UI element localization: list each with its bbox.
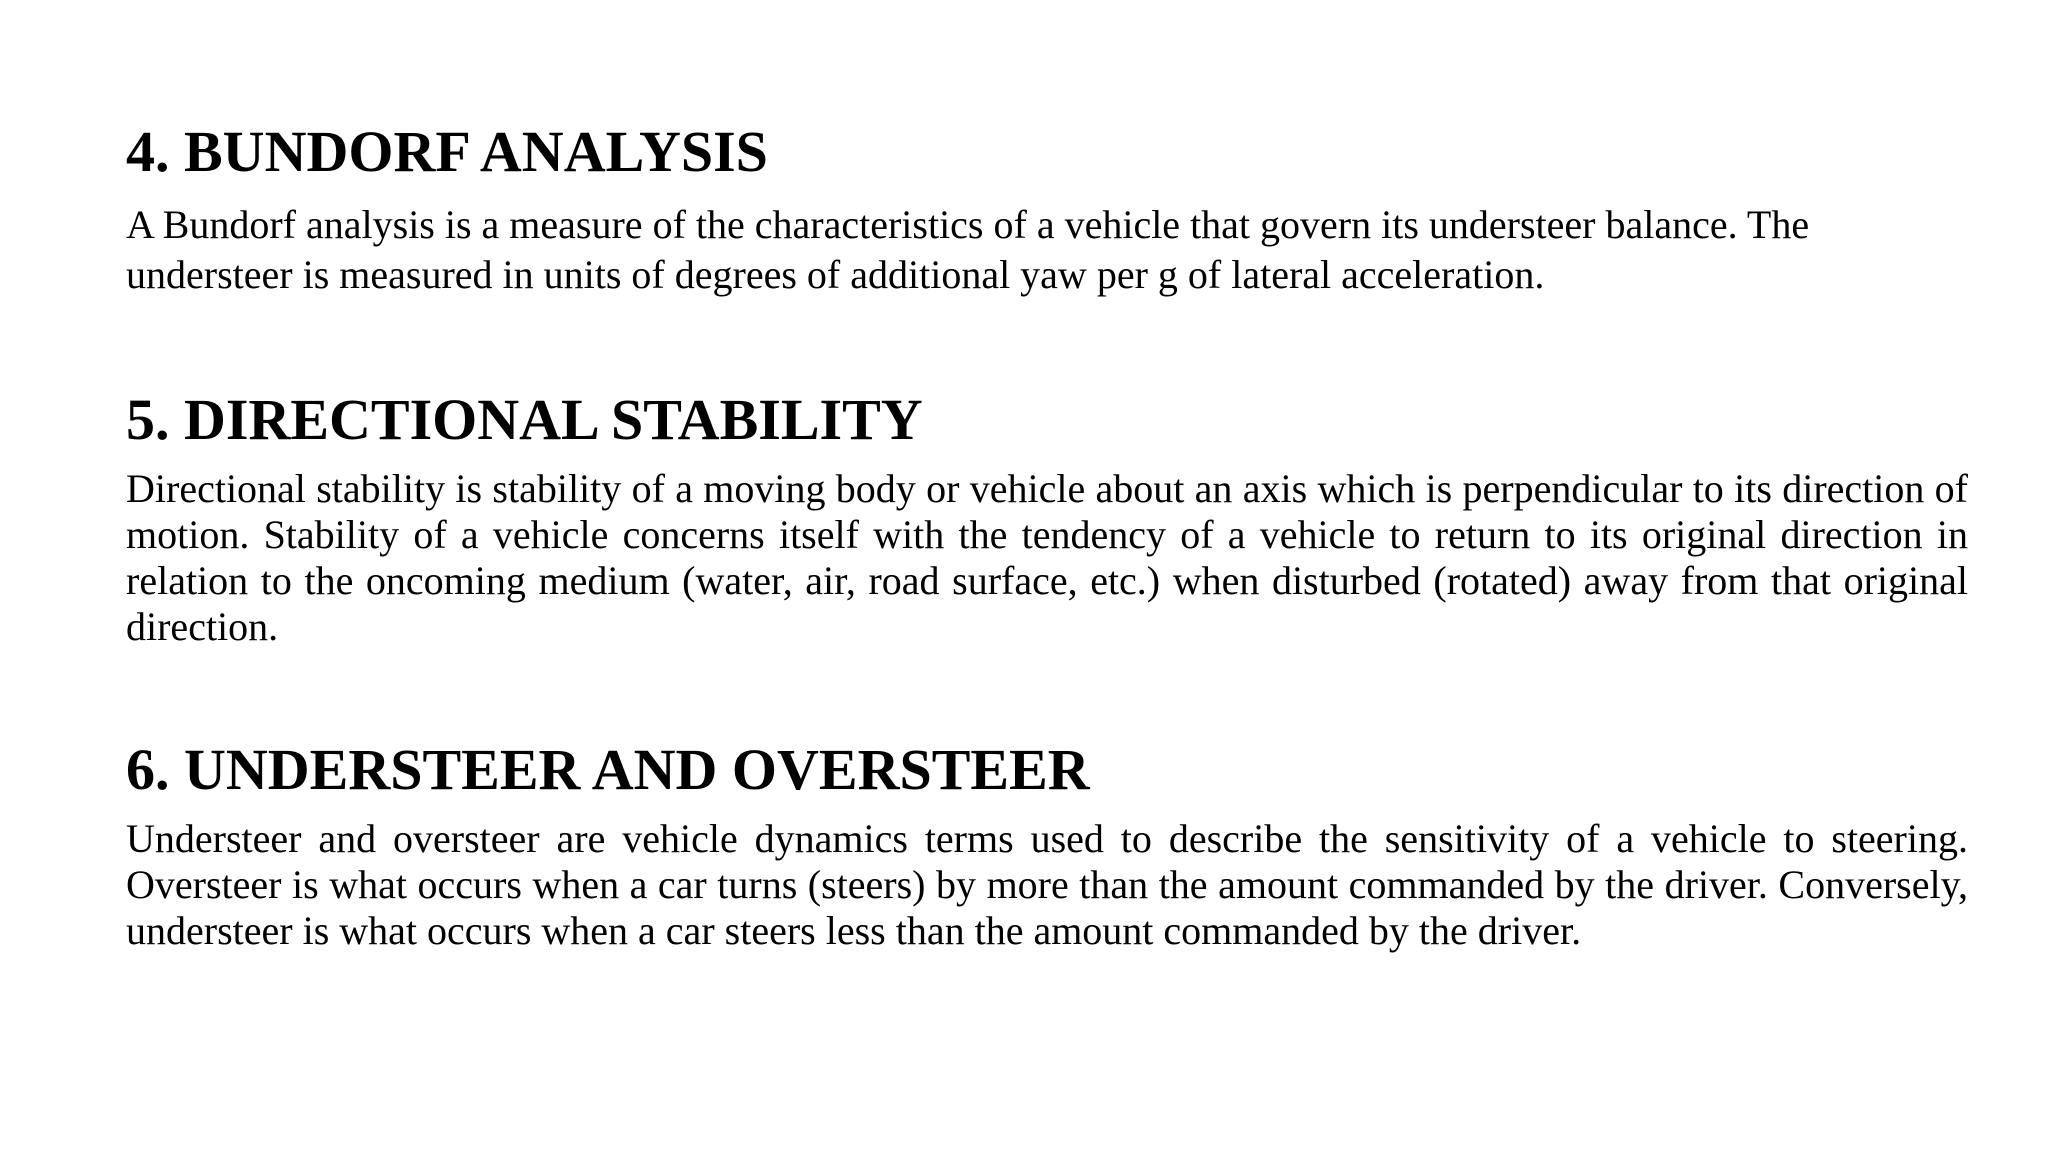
section-heading: 5. DIRECTIONAL STABILITY — [126, 387, 923, 452]
section-understeer-oversteer — [126, 736, 1968, 954]
section-paragraph: Understeer and oversteer are vehicle dynamics terms used to describe the sensitivity of a vehicle to steering. Oversteer is what occurs when a car turns (steers) by more than the amount commanded by the driver. Conversely, understeer is what occurs when a car steers less than the amount commanded by the driver. — [126, 816, 1968, 953]
section-bundorf-analysis — [126, 118, 1968, 300]
section-paragraph: Directional stability is stability of a moving body or vehicle about an axis which is perpendicular to its direction of motion. Stability of a vehicle concerns itself with the tendency of a vehicle to return to its original direction in relation to the oncoming medium (water, air, road surface, etc.) when disturbed (rotated) away from that original direction. — [126, 466, 1968, 649]
section-heading: 4. BUNDORF ANALYSIS — [126, 119, 768, 184]
section-paragraph: A Bundorf analysis is a measure of the characteristics of a vehicle that govern its understeer balance. The understeer is measured in units of degrees of additional yaw per g of lateral acceleration. — [126, 202, 1810, 297]
section-heading: 6. UNDERSTEER AND OVERSTEER — [126, 737, 1090, 802]
section-directional-stability — [126, 386, 1968, 650]
